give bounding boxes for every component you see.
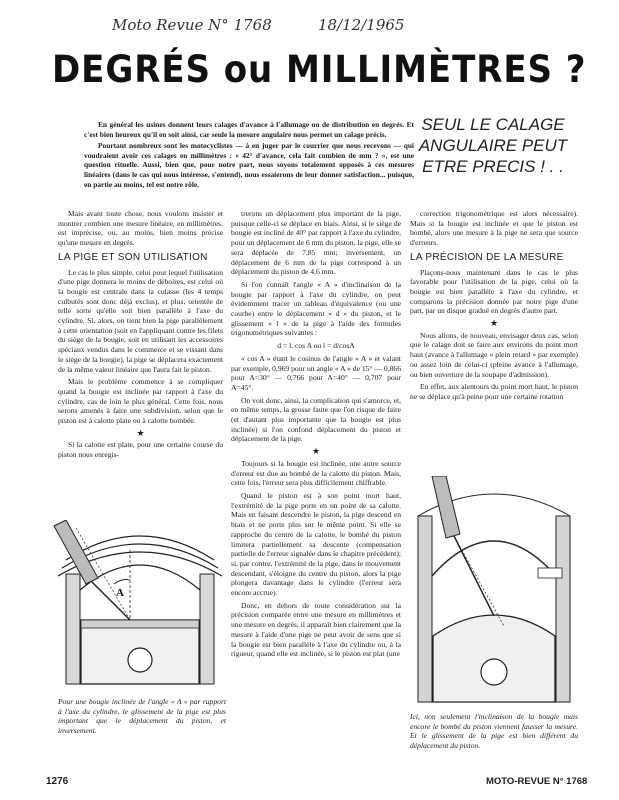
handwritten-magazine-ref: Moto Revue N° 1768 xyxy=(112,16,272,34)
paragraph: Si la calotte est plate, pour une certaine course du piston nous enregis- xyxy=(58,440,223,460)
spark-plug-gauge xyxy=(54,520,130,620)
sidebox-headline: SEUL LE CALAGE ANGULAIRE PEUT ETRE PRECIS ! . . xyxy=(418,115,568,176)
paragraph: Plaçons-nous maintenant dans le cas le plus favorable pour l'utilisation de la pige, celui où la bougie est bien parallèle à l'axe du cylindre, et comparons la précision donnée par notre pige d'une part, par un disque gradué en degrés d'autre part. xyxy=(410,267,578,316)
paragraph: Quand le piston est à son point mort haut, l'extrémité de la pige porte en un point de sa calotte. Mais en faisant descendre le piston, la pige descend en biais et ne porte plus sur le même point. Si elle se rapproche du centre de la calotte, le bombé du piston limitera partiellement sa descente (compensation partielle de l'erreur signalée dans le chapitre précédent); si, par contre, l'extrémité de la pige, dans le mouvement descendant, s'éloigne du centre du piston, alors la pige plongera davantage dans le cylindre (l'erreur sera encore accrue). xyxy=(231,490,401,598)
intro-paragraph: En général les usines donnent leurs calages d'avance à l'allumage ou de distribution en degrés. Et c'est bien heureux qu'il en soit ainsi, car seule la mesure angulaire nous permet un calage précis. xyxy=(84,120,414,139)
corner-tag xyxy=(538,568,562,578)
right-figure-caption: Ici, non seulement l'inclinaison de la bougie mais encore le bombé du piston viennent fausser la mesure. Et le glissement de la pige est bien différent du déplacement du piston. xyxy=(410,712,578,750)
article-intro xyxy=(84,120,414,191)
handwritten-date: 18/12/1965 xyxy=(318,16,405,34)
paragraph: Mais avant toute chose, nous voulons insister et montrer combien une mesure linéaire, en millimètres, est imprécise, ou, au moins, bien moins précise qu'une mesure en degrés. xyxy=(58,209,223,248)
spark-plug-gauge xyxy=(432,476,504,626)
section-heading: LA PIGE ET SON UTILISATION xyxy=(58,251,208,263)
column-1 xyxy=(58,209,223,463)
column-2 xyxy=(231,209,401,662)
angle-arc xyxy=(114,580,130,585)
cylinder-wall-right xyxy=(556,516,570,702)
paragraph: Mais le problème commence à se compliquer quand la bougie est inclinée par rapport à l'axe du cylindre, cas de loin le plus général. Cette fois, nous serons amenés à faire une subdivision, selon que le piston est à calotte plate ou à calotte bombée. xyxy=(58,377,223,426)
paragraph: Donc, en dehors de toute considération sur la précision comparée entre une mesure en millimètres et une mesure en degrés, il apparaît bien clairement que la mesure à l'aide d'une pige ne peut avoir de sens que si la bougie est bien parallèle à l'axe du cylindre ou, à la rigueur, quand elle est inclinée, si le piston est plat (une xyxy=(231,600,401,659)
paragraph: Si l'on connaît l'angle « A » d'inclinaison de la bougie par rapport à l'axe du cylindre, on peut évidemment tracer un tableau d'équivalence (ou une courbe) entre le déplacement « d » du piston, et le glissement « l » de la pige à l'aide des formules trigonométriques suivantes : xyxy=(231,279,401,338)
magazine-footer: MOTO-REVUE N° 1768 xyxy=(486,776,588,787)
paragraph: Le cas le plus simple, celui pour lequel l'utilisation d'une pige donnera le moins de déboires, est celui où la bougie est centrale dans la culasse (les 4 temps culbutés sont donc déjà exclus), et plus, orientée de telle sorte qu'elle soit bien parallèle à l'axe du cylindre. Si, alors, on tient bien la pige parallèlement à cette orientation (soit en l'appliquant contre les filets du siège de la bougie, soit en utilisant les accessoires spéciaux vendus dans le commerce et se vissant dans le siège de la bougie), la pige se déplacera exactement de la même valeur linéaire que l'aura fait le piston. xyxy=(58,267,223,374)
paragraph: correction trigonométrique est alors nécessaire). Mais si la bougie est inclinée et que le piston est bombé, alors une mesure à la pige ne sera que source d'erreurs. xyxy=(410,209,578,248)
angle-label: A xyxy=(116,587,124,599)
article-title: DEGRÉS ou MILLIMÈTRES ? xyxy=(52,48,587,91)
cylinder-wall-left xyxy=(418,516,432,702)
figure-domed-piston-diagram xyxy=(408,476,580,706)
paragraph: Nous allons, de nouveau, envisager deux cas, selon que le calage doit se faire aux environs du point mort haut (avance à l'allumage « plein retard » par exemple) ou assez loin de celui-ci (pleine avance à l'allumage, ou bien ouverture de la soupape d'admission). xyxy=(410,330,578,379)
section-heading: LA PRÉCISION DE LA MESURE xyxy=(410,251,564,263)
paragraph: trerons un déplacement plus important de la pige, puisque celle-ci se déplace en biais. Ainsi, si le siège de bougie est incliné de 40° par rapport à l'axe du cylindre, pour un déplacement de 6 mm du piston, la pige, elle se sera déplacée de 7,85 mm; inversement, un déplacement de 6 mm de la pige correspond à un déplacement du piston de 4,6 mm. xyxy=(231,209,401,277)
separator-star: ★ xyxy=(311,446,321,457)
separator-star: ★ xyxy=(136,427,145,438)
paragraph: Toujours si la bougie est inclinée, une autre source d'erreur est due au bombé de la calotte du piston. Mais, cette fois, l'erreur sera plus difficilement chiffrable. xyxy=(231,458,401,488)
cylinder-wall-right xyxy=(200,574,214,684)
cylinder-wall-left xyxy=(66,574,80,684)
intro-paragraph: Pourtant nombreux sont les motocyclistes — à en juger par le courrier que nous recevons — qui voudraient avoir ces calages en millimètres : « 42° d'avance, cela fait combien de mm ? », est une question rituelle. Aussi, bien que, pour notre part, nous soyons totalement opposés à ces mesures linéaires (dans le cas qui nous intéresse, s'entend), nous essaierons de leur donner satisfaction... puisque, en partie au moins, tel est notre rôle. xyxy=(84,141,414,189)
figure-inclined-plug-diagram xyxy=(52,520,228,692)
paragraph: En effet, aux alentours du point mort haut, le piston ne se déplace qu'à peine pour une certaine rotation xyxy=(410,382,578,401)
left-figure-caption: Pour une bougie inclinée de l'angle « A » par rapport à l'axe du cylindre, le glissement de la pige est plus important que le déplacement du piston, et inversement. xyxy=(58,697,226,735)
combustion-chamber xyxy=(432,541,556,576)
piston-pin xyxy=(481,659,507,685)
piston-pin xyxy=(128,648,152,672)
paragraph: On voit donc, ainsi, la complication qui s'amorce, et, en même temps, la grosse faute que l'on risque de faire (et d'autant plus importante que la bougie est plus inclinée) si l'on confond déplacement du piston et déplacement de la pige. xyxy=(231,395,401,444)
separator-star: ★ xyxy=(489,318,499,329)
page-number: 1276 xyxy=(46,776,69,787)
column-3 xyxy=(410,209,578,405)
paragraph: « cos A » étant le cosinus de l'angle « A » et valant par exemple, 0,969 pour un angle « A » de 15° — 0,866 pour A=30° — 0,766 pour A=40° — 0,707 pour A=45°. xyxy=(231,353,401,392)
formula: d = l. cos A ou l = d/cosA xyxy=(277,341,355,351)
